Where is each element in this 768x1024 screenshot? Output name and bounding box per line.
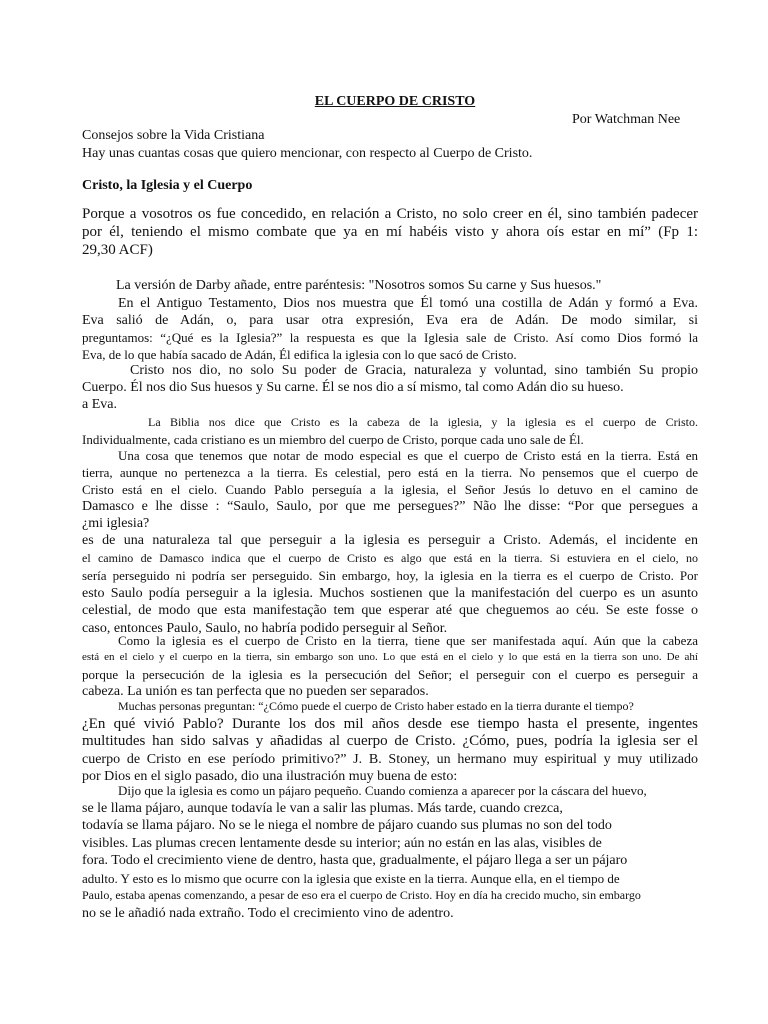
text-line: el camino de Damasco indica que el cuerpo de Cristo es algo que está en la tierra. Si estuviera en el cielo, no <box>82 550 698 565</box>
text-line: La Biblia nos dice que Cristo es la cabeza de la iglesia, y la iglesia es el cuerpo de Cristo. <box>148 415 698 429</box>
text-line: se le llama pájaro, aunque todavía le van a salir las plumas. Más tarde, cuando crezca, <box>82 800 563 816</box>
text-line: esto Saulo podía perseguir a la iglesia. Muchos sostienen que la manifestación del cuerpo es un asunto <box>82 585 698 601</box>
text-line: celestial, de modo que esta manifestação tem que esperar até que cheguemos ao céu. Se este fosse o <box>82 603 698 618</box>
text-line: Cuerpo. Él nos dio Sus huesos y Su carne. Él se nos dio a sí mismo, tal como Adán dio su hueso. <box>82 380 624 395</box>
text-line: a Eva. <box>82 397 117 412</box>
text-line: Porque a vosotros os fue concedido, en relación a Cristo, no solo creer en él, sino también padecer <box>82 206 698 222</box>
text-line: ¿mi iglesia? <box>82 516 150 531</box>
paragraph-christ-gave <box>82 362 698 413</box>
text-line: no se le añadió nada extraño. Todo el crecimiento vino de adentro. <box>82 905 454 921</box>
author-line: Por Watchman Nee <box>572 112 681 127</box>
paragraph-darby <box>82 277 698 295</box>
text-line: es de una naturaleza tal que perseguir a la iglesia es perseguir a Cristo. Además, el incidente en <box>82 533 698 548</box>
text-line: Muchas personas preguntan: “¿Cómo puede el cuerpo de Cristo haber estado en la tierra durante el tiempo? <box>118 699 634 713</box>
text-line: Damasco e lhe disse : “Saulo, Saulo, por que me persegues?” Não lhe disse: “Por que persegues a <box>82 499 698 514</box>
intro-line: Hay unas cuantas cosas que quiero mencionar, con respecto al Cuerpo de Cristo. <box>82 146 533 161</box>
text-line: Eva, de lo que había sacado de Adán, Él edifica la iglesia con lo que sacó de Cristo. <box>82 347 517 362</box>
text-line: caso, entonces Paulo, Saulo, no habría podido perseguir al Señor. <box>82 620 448 636</box>
text-line: Como la iglesia es el cuerpo de Cristo en la tierra, tiene que ser manifestada aquí. Aún que la cabeza <box>118 633 698 648</box>
text-line: fora. Todo el crecimiento viene de dentro, hasta que, gradualmente, el pájaro llega a ser un pájaro <box>82 853 628 868</box>
text-line: está en el cielo y el cuerpo en la tierra, sin embargo son uno. Lo que está en el cielo y lo que está en la tierra son uno. De ahí <box>82 651 698 663</box>
text-line: preguntamos: “¿Qué es la Iglesia?” la respuesta es que la Iglesia sale de Cristo. Así como Dios formó la <box>82 330 698 345</box>
text-line: todavía se llama pájaro. No se le niega el nombre de pájaro cuando sus plumas no son del todo <box>82 818 612 833</box>
text-line: ¿En qué vivió Pablo? Durante los dos mil años desde ese tiempo hasta el presente, ingentes <box>82 715 698 732</box>
text-line: cuerpo de Cristo en ese período primitivo?” J. B. Stoney, un hermano muy espiritual y muy utilizado <box>82 751 698 767</box>
text-line: tierra, aunque no pertenezca a la tierra. Es celestial, pero está en la tierra. No pensemos que el cuerpo de <box>82 465 698 480</box>
text-line: Individualmente, cada cristiano es un miembro del cuerpo de Cristo, porque cada uno sale de Él. <box>82 432 584 447</box>
text-line: por él, teniendo el mismo combate que ya en mí habéis visto y ahora oís estar en mí” (Fp 1: <box>82 224 698 240</box>
paragraph-body-on-earth <box>82 447 698 532</box>
text-line: Eva salió de Adán, o, para usar otra expresión, Eva era de Adán. De modo similar, si <box>82 313 698 328</box>
text-line: cabeza. La unión es tan perfecta que no pueden ser separados. <box>82 684 429 699</box>
paragraph-quote <box>82 205 698 259</box>
paragraph-persecution <box>82 532 698 637</box>
paragraph-many-ask <box>82 698 698 786</box>
text-line: Cristo está en el cielo. Cuando Pablo perseguía a la iglesia, el Señor Jesús lo detuvo en el camino de <box>82 482 698 497</box>
text-line: Paulo, estaba apenas comenzando, a pesar de eso era el cuerpo de Cristo. Hoy en día ha crecido mucho, sin embargo <box>82 888 641 902</box>
text-line: porque la persecución de la iglesia es la persecución del Señor; el perseguir con el cuerpo es perseguir a <box>82 667 698 682</box>
text-line: visibles. Las plumas crecen lentamente desde su interior; aún no están en las alas, visibles de <box>82 835 602 851</box>
document-title: EL CUERPO DE CRISTO <box>314 94 476 109</box>
paragraph-bird-illustration <box>82 782 698 922</box>
text-line: sería perseguido ni podría ser perseguido. Sin embargo, hoy, la iglesia en la tierra es el cuerpo de Cristo. Por <box>82 568 698 583</box>
paragraph-manifested-here <box>82 632 698 700</box>
paragraph-old-testament <box>82 295 698 363</box>
text-line: 29,30 ACF) <box>82 242 153 258</box>
section-heading: Cristo, la Iglesia y el Cuerpo <box>82 178 253 193</box>
text-line: por Dios en el siglo pasado, dio una ilustración muy buena de esto: <box>82 769 458 784</box>
subtitle: Consejos sobre la Vida Cristiana <box>82 128 265 143</box>
text-line: En el Antiguo Testamento, Dios nos muestra que Él tomó una costilla de Adán y formó a Eva. <box>118 296 698 311</box>
text-line: multitudes han sido salvas y añadidas al cuerpo de Cristo. ¿Cómo, pues, podría la iglesia ser el <box>82 733 698 749</box>
paragraph-bible-says <box>82 414 698 448</box>
text-line: Cristo nos dio, no solo Su poder de Gracia, naturaleza y voluntad, sino también Su propio <box>130 363 698 378</box>
text-line: La versión de Darby añade, entre paréntesis: "Nosotros somos Su carne y Sus huesos." <box>116 278 602 293</box>
text-line: Una cosa que tenemos que notar de modo especial es que el cuerpo de Cristo está en la tierra. Está en <box>118 448 698 463</box>
text-line: adulto. Y esto es lo mismo que ocurre con la iglesia que existe en la tierra. Aunque ella, en el tiempo de <box>82 870 620 886</box>
text-line: Dijo que la iglesia es como un pájaro pequeño. Cuando comienza a aparecer por la cáscara del huevo, <box>118 783 647 798</box>
